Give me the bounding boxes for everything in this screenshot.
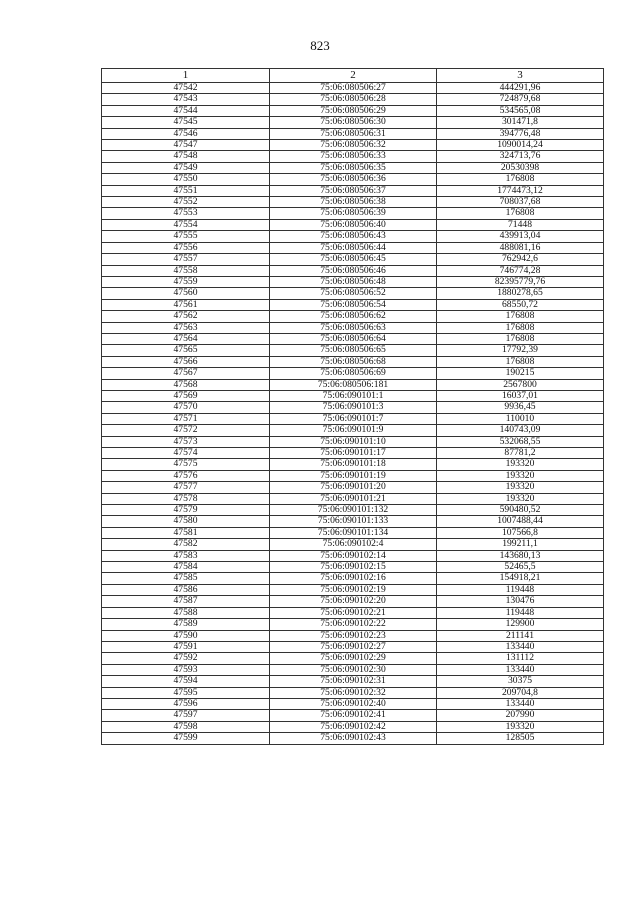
table-row xyxy=(102,493,604,504)
column-header-2: 2 xyxy=(270,69,437,83)
row-number-cell: 47588 xyxy=(102,607,270,618)
table-row xyxy=(102,482,604,493)
row-number-cell: 47597 xyxy=(102,710,270,721)
row-number-cell: 47544 xyxy=(102,105,270,116)
cadastral-number-cell: 75:06:080506:62 xyxy=(270,311,437,322)
row-number-cell: 47564 xyxy=(102,333,270,344)
row-number-cell: 47572 xyxy=(102,425,270,436)
table-row xyxy=(102,505,604,516)
row-number-cell: 47553 xyxy=(102,208,270,219)
value-cell: 68550,72 xyxy=(437,299,604,310)
value-cell: 746774,28 xyxy=(437,265,604,276)
cadastral-number-cell: 75:06:090102:20 xyxy=(270,596,437,607)
cadastral-number-cell: 75:06:080506:68 xyxy=(270,356,437,367)
value-cell: 190215 xyxy=(437,368,604,379)
table-row xyxy=(102,197,604,208)
cadastral-number-cell: 75:06:090102:4 xyxy=(270,539,437,550)
row-number-cell: 47571 xyxy=(102,413,270,424)
value-cell: 20530398 xyxy=(437,162,604,173)
cadastral-number-cell: 75:06:080506:27 xyxy=(270,83,437,94)
table-row xyxy=(102,174,604,185)
cadastral-number-cell: 75:06:080506:30 xyxy=(270,117,437,128)
table-row xyxy=(102,242,604,253)
table-row xyxy=(102,664,604,675)
row-number-cell: 47593 xyxy=(102,664,270,675)
row-number-cell: 47567 xyxy=(102,368,270,379)
table-row xyxy=(102,345,604,356)
table-row xyxy=(102,356,604,367)
table-row xyxy=(102,721,604,732)
row-number-cell: 47577 xyxy=(102,482,270,493)
table-row xyxy=(102,596,604,607)
row-number-cell: 47581 xyxy=(102,527,270,538)
table-row xyxy=(102,402,604,413)
table-row xyxy=(102,185,604,196)
cadastral-number-cell: 75:06:080506:64 xyxy=(270,333,437,344)
row-number-cell: 47555 xyxy=(102,231,270,242)
value-cell: 176808 xyxy=(437,356,604,367)
row-number-cell: 47583 xyxy=(102,550,270,561)
row-number-cell: 47586 xyxy=(102,584,270,595)
row-number-cell: 47546 xyxy=(102,128,270,139)
row-number-cell: 47566 xyxy=(102,356,270,367)
row-number-cell: 47590 xyxy=(102,630,270,641)
table-row xyxy=(102,276,604,287)
cadastral-number-cell: 75:06:090101:21 xyxy=(270,493,437,504)
table-row xyxy=(102,641,604,652)
cadastral-number-cell: 75:06:080506:69 xyxy=(270,368,437,379)
value-cell: 16037,01 xyxy=(437,390,604,401)
row-number-cell: 47591 xyxy=(102,641,270,652)
row-number-cell: 47594 xyxy=(102,676,270,687)
table-row xyxy=(102,698,604,709)
value-cell: 107566,8 xyxy=(437,527,604,538)
table-row xyxy=(102,311,604,322)
table-row xyxy=(102,550,604,561)
cadastral-number-cell: 75:06:080506:37 xyxy=(270,185,437,196)
value-cell: 143680,13 xyxy=(437,550,604,561)
row-number-cell: 47550 xyxy=(102,174,270,185)
value-cell: 133440 xyxy=(437,664,604,675)
row-number-cell: 47560 xyxy=(102,288,270,299)
cadastral-number-cell: 75:06:090102:27 xyxy=(270,641,437,652)
table-row xyxy=(102,710,604,721)
value-cell: 110010 xyxy=(437,413,604,424)
cadastral-number-cell: 75:06:090101:17 xyxy=(270,448,437,459)
value-cell: 193320 xyxy=(437,482,604,493)
value-cell: 176808 xyxy=(437,311,604,322)
table-row xyxy=(102,140,604,151)
table-row xyxy=(102,562,604,573)
value-cell: 129900 xyxy=(437,619,604,630)
cadastral-number-cell: 75:06:080506:181 xyxy=(270,379,437,390)
table-row xyxy=(102,630,604,641)
table-row xyxy=(102,470,604,481)
table-header-row xyxy=(102,69,604,83)
row-number-cell: 47549 xyxy=(102,162,270,173)
row-number-cell: 47589 xyxy=(102,619,270,630)
row-number-cell: 47575 xyxy=(102,459,270,470)
cadastral-number-cell: 75:06:090101:7 xyxy=(270,413,437,424)
row-number-cell: 47579 xyxy=(102,505,270,516)
cadastral-number-cell: 75:06:090102:23 xyxy=(270,630,437,641)
cadastral-number-cell: 75:06:080506:36 xyxy=(270,174,437,185)
cadastral-number-cell: 75:06:090102:16 xyxy=(270,573,437,584)
cadastral-number-cell: 75:06:090102:29 xyxy=(270,653,437,664)
row-number-cell: 47569 xyxy=(102,390,270,401)
table-row xyxy=(102,676,604,687)
value-cell: 131112 xyxy=(437,653,604,664)
row-number-cell: 47598 xyxy=(102,721,270,732)
cadastral-number-cell: 75:06:090101:19 xyxy=(270,470,437,481)
value-cell: 532068,55 xyxy=(437,436,604,447)
row-number-cell: 47595 xyxy=(102,687,270,698)
cadastral-number-cell: 75:06:090102:42 xyxy=(270,721,437,732)
table-row xyxy=(102,333,604,344)
row-number-cell: 47554 xyxy=(102,219,270,230)
cadastral-number-cell: 75:06:090101:9 xyxy=(270,425,437,436)
table-row xyxy=(102,105,604,116)
row-number-cell: 47562 xyxy=(102,311,270,322)
value-cell: 193320 xyxy=(437,493,604,504)
value-cell: 1774473,12 xyxy=(437,185,604,196)
cadastral-number-cell: 75:06:090101:18 xyxy=(270,459,437,470)
value-cell: 71448 xyxy=(437,219,604,230)
cadastral-number-cell: 75:06:080506:31 xyxy=(270,128,437,139)
table-row xyxy=(102,653,604,664)
table-row xyxy=(102,288,604,299)
cadastral-number-cell: 75:06:080506:32 xyxy=(270,140,437,151)
cadastral-number-cell: 75:06:090101:1 xyxy=(270,390,437,401)
cadastral-number-cell: 75:06:080506:35 xyxy=(270,162,437,173)
row-number-cell: 47565 xyxy=(102,345,270,356)
value-cell: 133440 xyxy=(437,641,604,652)
value-cell: 2567800 xyxy=(437,379,604,390)
row-number-cell: 47582 xyxy=(102,539,270,550)
table-row xyxy=(102,219,604,230)
cadastral-number-cell: 75:06:080506:39 xyxy=(270,208,437,219)
value-cell: 140743,09 xyxy=(437,425,604,436)
value-cell: 130476 xyxy=(437,596,604,607)
row-number-cell: 47545 xyxy=(102,117,270,128)
table-row xyxy=(102,83,604,94)
row-number-cell: 47570 xyxy=(102,402,270,413)
cadastral-number-cell: 75:06:090102:22 xyxy=(270,619,437,630)
value-cell: 724879,68 xyxy=(437,94,604,105)
table-row xyxy=(102,413,604,424)
cadastral-number-cell: 75:06:080506:28 xyxy=(270,94,437,105)
value-cell: 176808 xyxy=(437,174,604,185)
cadastral-number-cell: 75:06:090101:10 xyxy=(270,436,437,447)
table-row xyxy=(102,254,604,265)
row-number-cell: 47543 xyxy=(102,94,270,105)
cadastral-number-cell: 75:06:090101:133 xyxy=(270,516,437,527)
cadastral-number-cell: 75:06:080506:40 xyxy=(270,219,437,230)
table-row xyxy=(102,584,604,595)
row-number-cell: 47563 xyxy=(102,322,270,333)
value-cell: 128505 xyxy=(437,733,604,744)
table-row xyxy=(102,208,604,219)
table-row xyxy=(102,436,604,447)
cadastral-number-cell: 75:06:080506:46 xyxy=(270,265,437,276)
table-row xyxy=(102,539,604,550)
value-cell: 176808 xyxy=(437,322,604,333)
value-cell: 534565,08 xyxy=(437,105,604,116)
table-row xyxy=(102,448,604,459)
column-header-1: 1 xyxy=(102,69,270,83)
value-cell: 82395779,76 xyxy=(437,276,604,287)
value-cell: 133440 xyxy=(437,698,604,709)
row-number-cell: 47542 xyxy=(102,83,270,94)
value-cell: 1880278,65 xyxy=(437,288,604,299)
cadastral-number-cell: 75:06:080506:33 xyxy=(270,151,437,162)
row-number-cell: 47599 xyxy=(102,733,270,744)
cadastral-number-cell: 75:06:080506:45 xyxy=(270,254,437,265)
row-number-cell: 47578 xyxy=(102,493,270,504)
value-cell: 154918,21 xyxy=(437,573,604,584)
cadastral-number-cell: 75:06:090102:31 xyxy=(270,676,437,687)
row-number-cell: 47573 xyxy=(102,436,270,447)
cadastral-number-cell: 75:06:090102:15 xyxy=(270,562,437,573)
row-number-cell: 47574 xyxy=(102,448,270,459)
row-number-cell: 47547 xyxy=(102,140,270,151)
table-row xyxy=(102,117,604,128)
value-cell: 52465,5 xyxy=(437,562,604,573)
value-cell: 488081,16 xyxy=(437,242,604,253)
row-number-cell: 47552 xyxy=(102,197,270,208)
cadastral-number-cell: 75:06:080506:38 xyxy=(270,197,437,208)
cadastral-number-cell: 75:06:080506:29 xyxy=(270,105,437,116)
data-table xyxy=(101,68,604,745)
table-row xyxy=(102,619,604,630)
table-row xyxy=(102,527,604,538)
row-number-cell: 47557 xyxy=(102,254,270,265)
table-row xyxy=(102,151,604,162)
value-cell: 193320 xyxy=(437,721,604,732)
table-row xyxy=(102,573,604,584)
cadastral-number-cell: 75:06:090102:43 xyxy=(270,733,437,744)
cadastral-number-cell: 75:06:080506:54 xyxy=(270,299,437,310)
value-cell: 30375 xyxy=(437,676,604,687)
cadastral-number-cell: 75:06:090102:30 xyxy=(270,664,437,675)
table-row xyxy=(102,733,604,744)
value-cell: 394776,48 xyxy=(437,128,604,139)
value-cell: 176808 xyxy=(437,333,604,344)
value-cell: 199211,1 xyxy=(437,539,604,550)
row-number-cell: 47559 xyxy=(102,276,270,287)
row-number-cell: 47580 xyxy=(102,516,270,527)
table-row xyxy=(102,368,604,379)
cadastral-number-cell: 75:06:090101:3 xyxy=(270,402,437,413)
value-cell: 762942,6 xyxy=(437,254,604,265)
table-row xyxy=(102,162,604,173)
value-cell: 87781,2 xyxy=(437,448,604,459)
row-number-cell: 47596 xyxy=(102,698,270,709)
table-row xyxy=(102,265,604,276)
column-header-3: 3 xyxy=(437,69,604,83)
row-number-cell: 47584 xyxy=(102,562,270,573)
table-row xyxy=(102,128,604,139)
row-number-cell: 47585 xyxy=(102,573,270,584)
value-cell: 193320 xyxy=(437,470,604,481)
row-number-cell: 47561 xyxy=(102,299,270,310)
cadastral-number-cell: 75:06:090102:19 xyxy=(270,584,437,595)
value-cell: 444291,96 xyxy=(437,83,604,94)
cadastral-number-cell: 75:06:080506:65 xyxy=(270,345,437,356)
page-number: 823 xyxy=(310,38,330,53)
cadastral-number-cell: 75:06:090101:134 xyxy=(270,527,437,538)
row-number-cell: 47556 xyxy=(102,242,270,253)
cadastral-number-cell: 75:06:090102:40 xyxy=(270,698,437,709)
table-row xyxy=(102,425,604,436)
value-cell: 119448 xyxy=(437,607,604,618)
table-row xyxy=(102,607,604,618)
value-cell: 324713,76 xyxy=(437,151,604,162)
row-number-cell: 47592 xyxy=(102,653,270,664)
row-number-cell: 47551 xyxy=(102,185,270,196)
table-row xyxy=(102,516,604,527)
table-row xyxy=(102,94,604,105)
value-cell: 301471,8 xyxy=(437,117,604,128)
value-cell: 17792,39 xyxy=(437,345,604,356)
table-row xyxy=(102,379,604,390)
cadastral-number-cell: 75:06:090102:32 xyxy=(270,687,437,698)
value-cell: 176808 xyxy=(437,208,604,219)
table-row xyxy=(102,322,604,333)
value-cell: 708037,68 xyxy=(437,197,604,208)
value-cell: 590480,52 xyxy=(437,505,604,516)
value-cell: 211141 xyxy=(437,630,604,641)
cadastral-number-cell: 75:06:090102:21 xyxy=(270,607,437,618)
table-body xyxy=(102,83,604,745)
row-number-cell: 47548 xyxy=(102,151,270,162)
value-cell: 1007488,44 xyxy=(437,516,604,527)
cadastral-number-cell: 75:06:090101:20 xyxy=(270,482,437,493)
cadastral-number-cell: 75:06:080506:48 xyxy=(270,276,437,287)
value-cell: 1090014,24 xyxy=(437,140,604,151)
cadastral-number-cell: 75:06:090101:132 xyxy=(270,505,437,516)
value-cell: 209704,8 xyxy=(437,687,604,698)
row-number-cell: 47558 xyxy=(102,265,270,276)
row-number-cell: 47576 xyxy=(102,470,270,481)
row-number-cell: 47587 xyxy=(102,596,270,607)
table-row xyxy=(102,687,604,698)
value-cell: 207990 xyxy=(437,710,604,721)
value-cell: 439913,04 xyxy=(437,231,604,242)
table-row xyxy=(102,231,604,242)
value-cell: 9936,45 xyxy=(437,402,604,413)
value-cell: 193320 xyxy=(437,459,604,470)
cadastral-number-cell: 75:06:080506:44 xyxy=(270,242,437,253)
table-row xyxy=(102,459,604,470)
cadastral-number-cell: 75:06:080506:52 xyxy=(270,288,437,299)
table-row xyxy=(102,299,604,310)
cadastral-number-cell: 75:06:090102:41 xyxy=(270,710,437,721)
cadastral-number-cell: 75:06:090102:14 xyxy=(270,550,437,561)
cadastral-number-cell: 75:06:080506:63 xyxy=(270,322,437,333)
row-number-cell: 47568 xyxy=(102,379,270,390)
value-cell: 119448 xyxy=(437,584,604,595)
cadastral-number-cell: 75:06:080506:43 xyxy=(270,231,437,242)
table-row xyxy=(102,390,604,401)
